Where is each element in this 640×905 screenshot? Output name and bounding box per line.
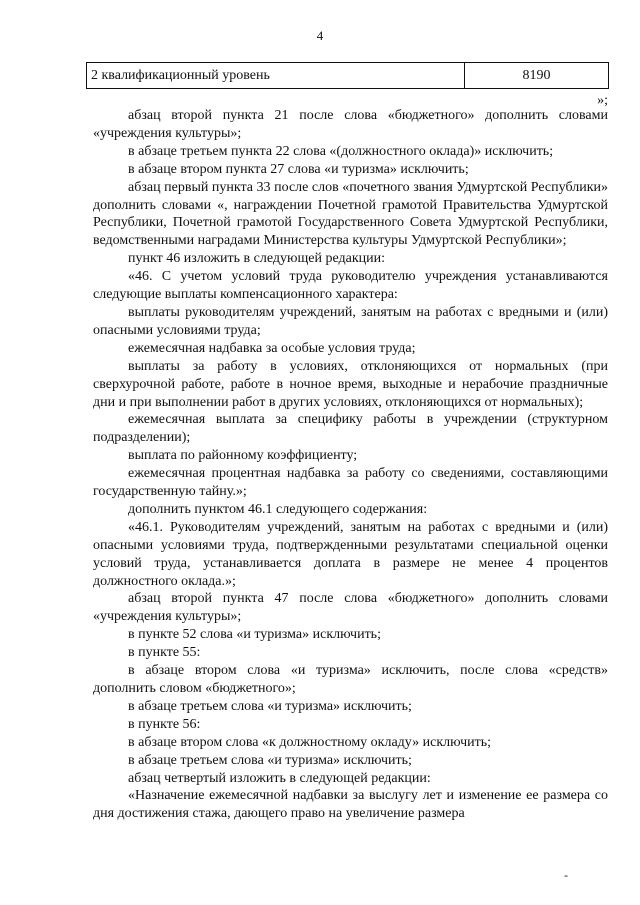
page-mark: - [564, 868, 568, 882]
paragraph: в абзаце втором слова «и туризма» исключить, после слова «средств» дополнить словом «бюджетного»; [93, 663, 608, 696]
closing-quote: »; [597, 93, 608, 108]
paragraph: выплата по районному коэффициенту; [128, 448, 358, 464]
paragraph: в пункте 56: [128, 716, 201, 732]
paragraph: в абзаце втором пункта 27 слова «и туризма» исключить; [128, 161, 469, 177]
qualification-table [86, 62, 609, 89]
paragraph: абзац четвертый изложить в следующей редакции: [128, 770, 431, 786]
paragraph: в пункте 55: [128, 645, 201, 661]
paragraph: дополнить пунктом 46.1 следующего содержания: [128, 501, 428, 517]
paragraph: в абзаце третьем пункта 22 слова «(должностного оклада)» исключить; [128, 143, 554, 159]
paragraph: выплаты руководителям учреждений, занятым на работах с вредными и (или) опасными условиями труда; [93, 304, 608, 338]
paragraph: ежемесячная надбавка за особые условия труда; [128, 340, 416, 356]
paragraph: в абзаце третьем слова «и туризма» исключить; [128, 698, 412, 714]
paragraph: ежемесячная выплата за специфику работы в учреждении (структурном подразделении); [93, 412, 608, 446]
paragraph: в пункте 52 слова «и туризма» исключить; [128, 627, 381, 643]
document-body [93, 107, 608, 823]
paragraph: в абзаце третьем слова «и туризма» исключить; [128, 752, 412, 768]
paragraph: «46. С учетом условий труда руководителю учреждения устанавливаются следующие выплаты компенсационного характера: [93, 269, 608, 303]
paragraph: ежемесячная процентная надбавка за работу со сведениями, составляющими государственную тайну.»; [93, 466, 608, 500]
paragraph: абзац первый пункта 33 после слов «почетного звания Удмуртской Республики» дополнить словами «, награждении Почетной грамотой Правительства Удмуртской Республики, Почетной грамотой Государственного Совета Удмуртской Республики, ведомственными наградами Министерства культуры Удмуртской Республики»; [93, 179, 608, 249]
page-number: 4 [316, 28, 324, 43]
salary-value-cell: 8190 [522, 67, 551, 83]
paragraph: абзац второй пункта 21 после слова «бюджетного» дополнить словами «учреждения культуры»; [93, 108, 608, 141]
paragraph: в абзаце втором слова «к должностному окладу» исключить; [128, 734, 492, 750]
paragraph: «46.1. Руководителям учреждений, занятым на работах с вредными и (или) опасными условиями труда, подтвержденными результатами специальной оценки условий труда, устанавливается доплата в размере не менее 4 процентов должностного оклада.»; [93, 519, 608, 589]
paragraph: пункт 46 изложить в следующей редакции: [128, 251, 385, 267]
qualification-level-cell: 2 квалификационный уровень [87, 63, 465, 88]
paragraph: выплаты за работу в условиях, отклоняющихся от нормальных (при сверхурочной работе, работе в ночное время, выходные и нерабочие праздничные дни и при выполнении работ в других условиях, отклоняющихся от нормальных); [93, 358, 608, 410]
paragraph: абзац второй пункта 47 после слова «бюджетного» дополнить словами «учреждения культуры»; [93, 591, 608, 625]
paragraph: «Назначение ежемесячной надбавки за выслугу лет и изменение ее размера со дня достижения стажа, дающего право на увеличение размера [93, 788, 608, 822]
